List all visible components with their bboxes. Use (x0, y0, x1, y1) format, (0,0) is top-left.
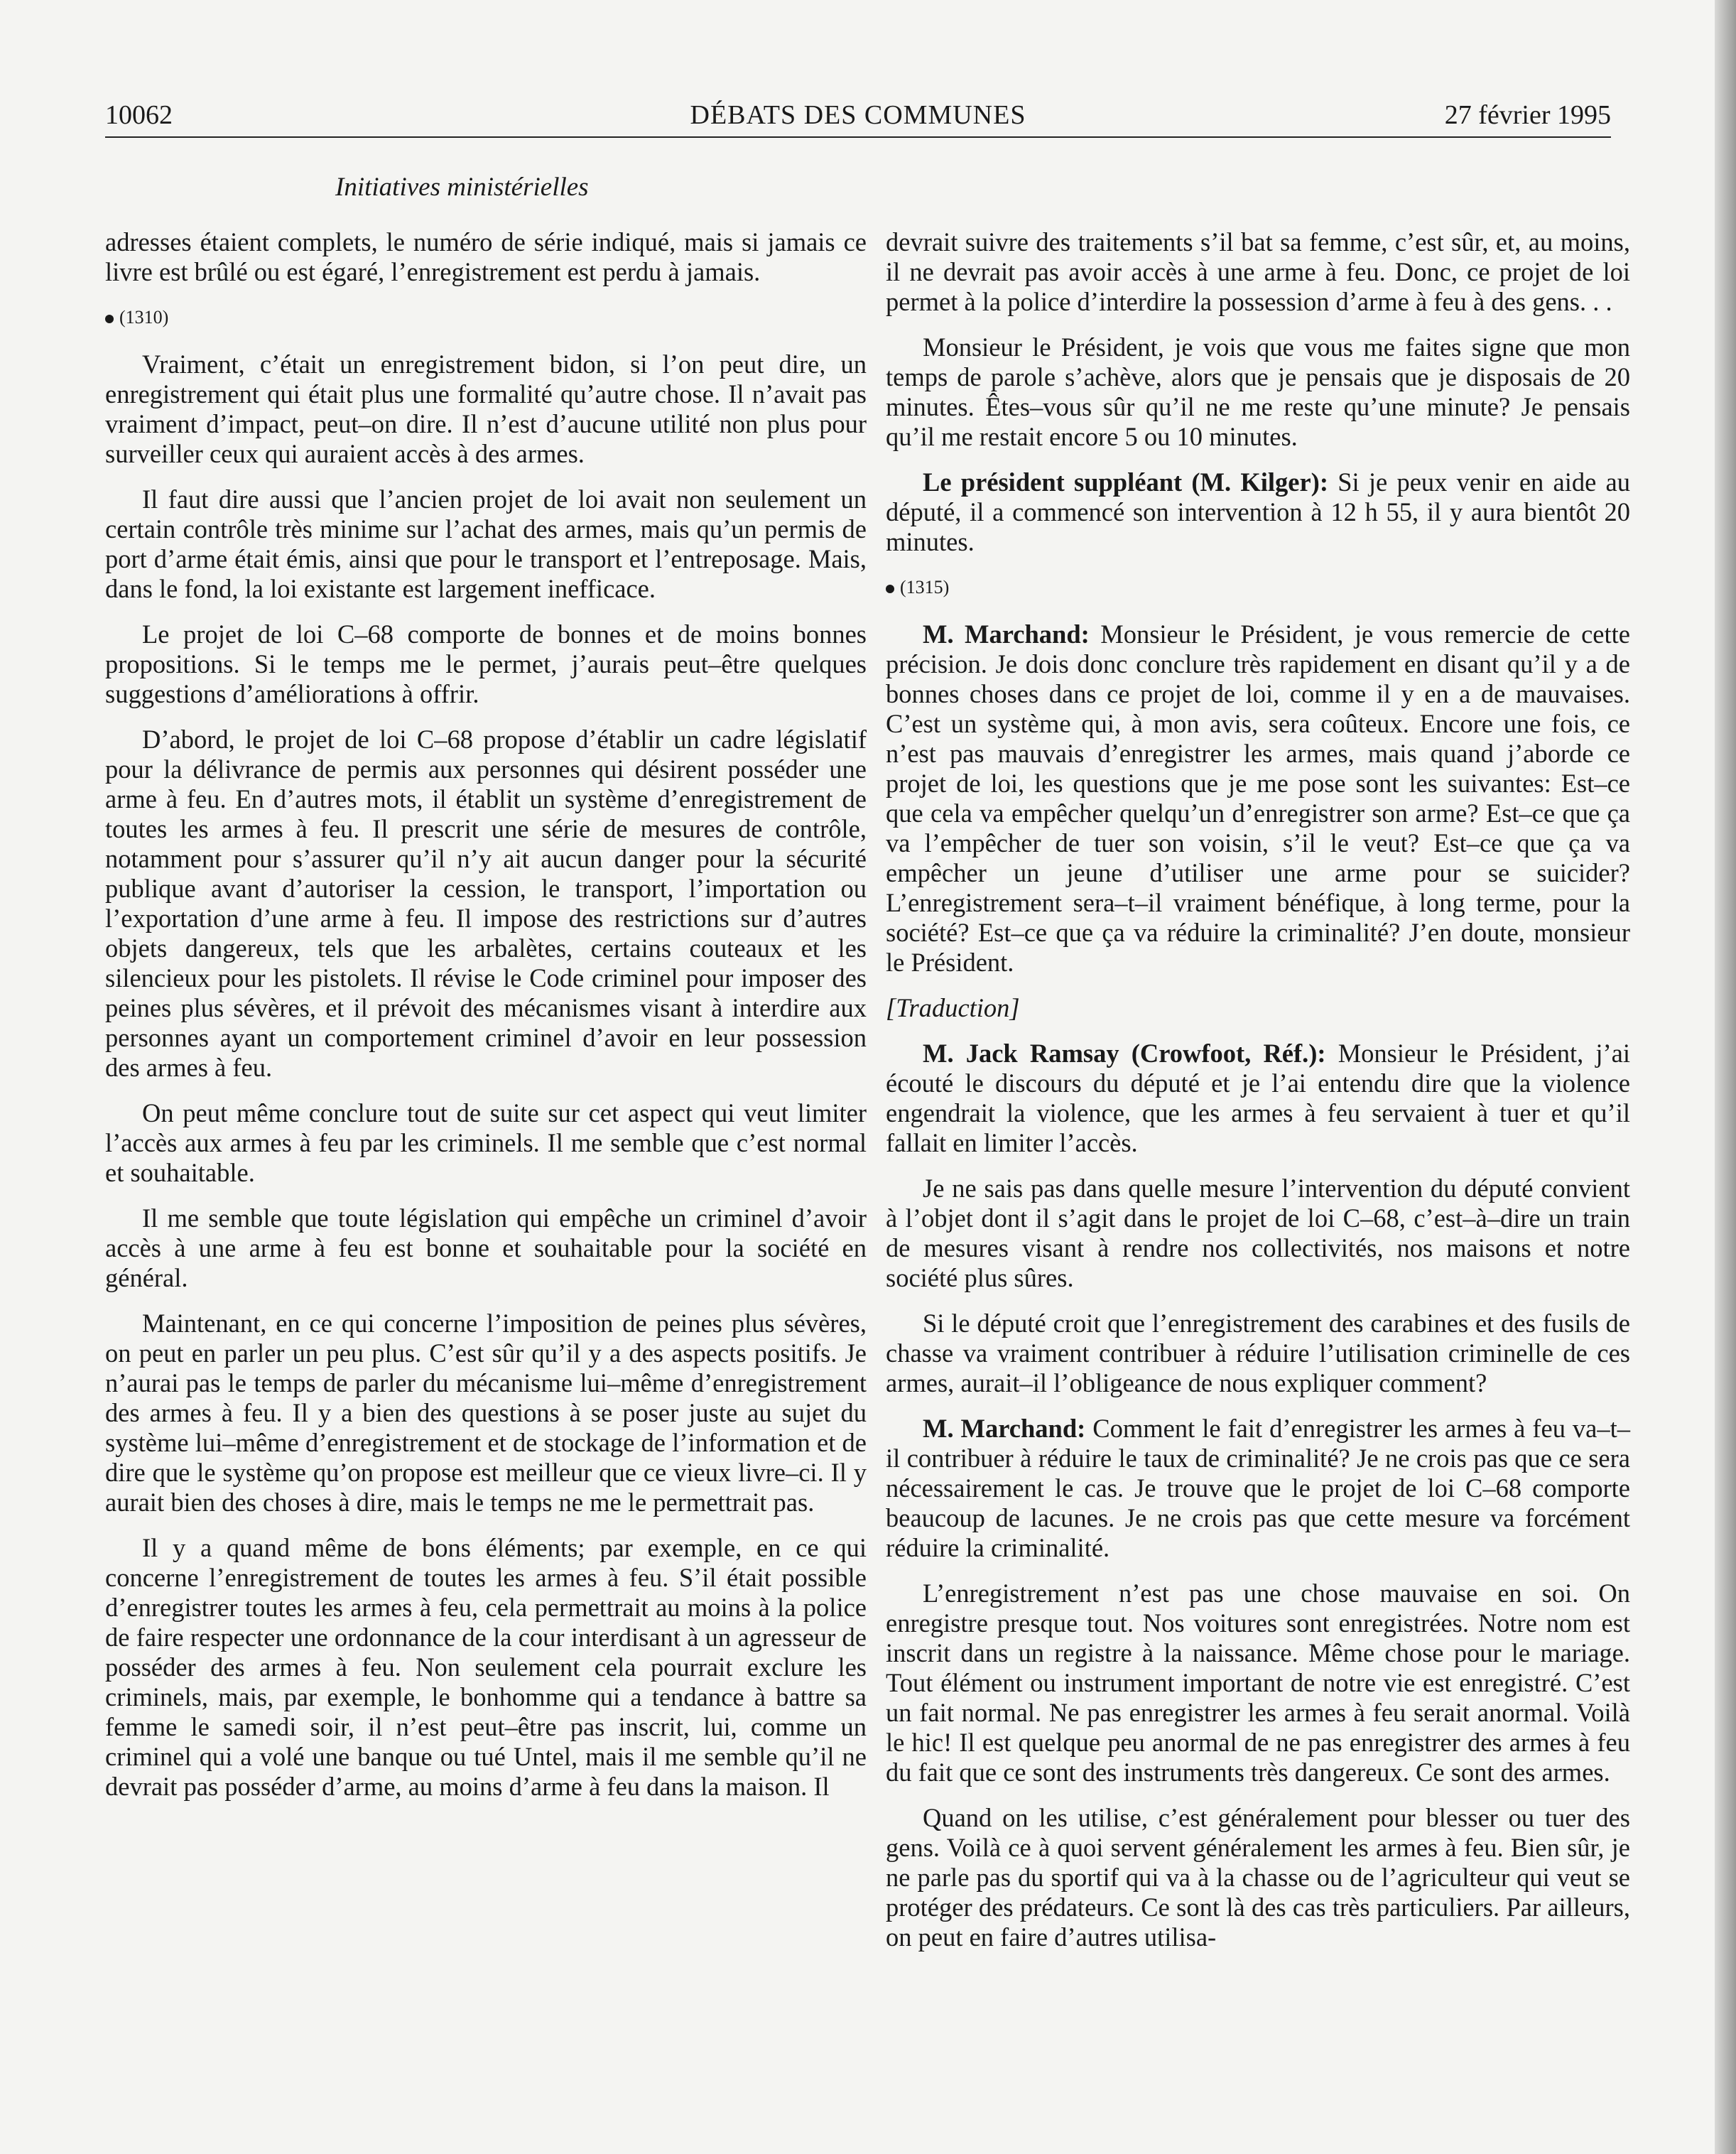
time-marker-label: (1310) (119, 307, 169, 328)
page-header (105, 99, 1611, 138)
paragraph: Il y a quand même de bons éléments; par exemple, en ce qui concerne l’enregistrement de toutes les armes à feu. S’il était possible d’enregistrer toutes les armes à feu, cela permettrait au moins à la police de faire respecter une ordonnance de la cour interdisant à un agresseur de posséder des armes à feu. Non seulement cela pourrait exclure les criminels, mais, par exemple, le bonhomme qui a tendance à battre sa femme le samedi soir, il n’est peut–être pas inscrit, lui, comme un criminel qui a volé une banque ou tué Untel, mais il me semble qu’il ne devrait pas posséder d’arme, au moins d’arme à feu dans la maison. Il (105, 1533, 867, 1801)
speech-text: Monsieur le Président, j’ai écouté le discours du député et je l’ai entendu dire que la violence engendrait la violence, que les armes à feu servaient à tuer et qu’il fallait en limiter l’accès. (886, 1039, 1630, 1157)
paragraph: Vraiment, c’était un enregistrement bidon, si l’on peut dire, un enregistrement qui était plus une formalité qu’autre chose. Il n’avait pas vraiment d’impact, peut–on dire. Il n’est d’aucune utilité non plus pour surveiller ceux qui auraient accès à des armes. (105, 350, 867, 468)
speech-text: Si je peux venir en aide au député, il a commencé son intervention à 12 h 55, il y aura bientôt 20 minutes. (886, 467, 1631, 556)
paragraph: Maintenant, en ce qui concerne l’imposition de peines plus sévères, on peut en parler un peu plus. C’est sûr qu’il y a des aspects positifs. Je n’aurai pas le temps de parler du mécanisme lui–même d’enregistrement des armes à feu. Il y a bien des questions à se poser juste au sujet du système lui–même d’enregistrement et de stockage de l’information et de dire que le système qu’on propose est meilleur que ce vieux livre–ci. Il y aurait bien des choses à dire, mais le temps ne me le permettrait pas. (105, 1309, 867, 1517)
paragraph: L’enregistrement n’est pas une chose mauvaise en soi. On enregistre presque tout. Nos voitures sont enregistrées. Notre nom est inscrit dans un registre à la naissance. Même chose pour le mariage. Tout élément ou instrument important de notre vie est enregistré. C’est un fait normal. Ne pas enregistrer les armes à feu serait anormal. Voilà le hic! Il est quelque peu anormal de ne pas enregistrer des armes à feu du fait que ce sont des instruments très dangereux. Ce sont des armes. (886, 1579, 1630, 1787)
speaker-name: Le président suppléant (M. Kilger): (923, 467, 1328, 497)
paragraph (886, 1039, 1630, 1158)
publication-title: DÉBATS DES COMMUNES (690, 100, 1026, 130)
bullet-icon (886, 585, 894, 593)
time-marker (886, 573, 1630, 602)
bullet-icon (105, 315, 114, 323)
paragraph: Monsieur le Président, je vois que vous me faites signe que mon temps de parole s’achève, alors que je pensais que je disposais de 20 minutes. Êtes–vous sûr qu’il ne me reste qu’une minute? Je pensais qu’il me restait encore 5 ou 10 minutes. (886, 332, 1630, 451)
paragraph: Le projet de loi C–68 comporte de bonnes et de moins bonnes propositions. Si le temps me le permet, j’aurais peut–être quelques suggestions d’améliorations à offrir. (105, 619, 867, 708)
translation-tag: [Traduction] (886, 993, 1020, 1022)
speaker-name: M. Jack Ramsay (Crowfoot, Réf.): (923, 1039, 1326, 1068)
paragraph: On peut même conclure tout de suite sur cet aspect qui veut limiter l’accès aux armes à feu par les criminels. Il me semble que c’est normal et souhaitable. (105, 1098, 867, 1187)
time-marker (105, 303, 867, 332)
section-title: Initiatives ministérielles (335, 173, 589, 202)
publication-date: 27 février 1995 (1444, 100, 1611, 130)
scan-edge (1715, 0, 1736, 2154)
right-column (886, 227, 1630, 1968)
paragraph: Je ne sais pas dans quelle mesure l’intervention du député convient à l’objet dont il s’agit dans le projet de loi C–68, c’est–à–dire un train de mesures visant à rendre nos collectivités, nos maisons et notre société plus sûres. (886, 1174, 1630, 1292)
speaker-name: M. Marchand: (923, 1414, 1086, 1443)
speech-text: Comment le fait d’enregistrer les armes à feu va–t–il contribuer à réduire le taux de criminalité? Je ne crois pas que ce sera nécessairement le cas. Je trouve que le projet de loi C–68 comporte beaucoup de lacunes. Je ne crois pas que cette mesure va forcément réduire la criminalité. (886, 1414, 1630, 1562)
paragraph (886, 619, 1630, 978)
paragraph: D’abord, le projet de loi C–68 propose d’établir un cadre législatif pour la délivrance de permis aux personnes qui désirent posséder une arme à feu. En d’autres mots, il établit un système d’enregistrement de toutes les armes à feu. Il prescrit une série de mesures de contrôle, notamment pour s’assurer qu’il n’y ait aucun danger pour la sécurité publique avant d’autoriser la cession, le transport, l’importation ou l’exportation d’une arme à feu. Il impose des restrictions sur d’autres objets dangereux, tels que les arbalètes, certains couteaux et les silencieux pour les pistolets. Il révise le Code criminel pour imposer des peines plus sévères, et il prévoit des mécanismes visant à interdire aux personnes ayant un comportement criminel d’avoir en leur possession des armes à feu. (105, 725, 867, 1082)
paragraph (886, 1414, 1630, 1563)
paragraph: Quand on les utilise, c’est généralement pour blesser ou tuer des gens. Voilà ce à quoi servent généralement les armes à feu. Bien sûr, je ne parle pas du sportif qui va à la chasse ou de l’agriculteur qui veut se protéger des prédateurs. Ce sont là des cas très particuliers. Par ailleurs, on peut en faire d’autres utilisa- (886, 1803, 1630, 1952)
speaker-name: M. Marchand: (923, 619, 1090, 649)
page-number: 10062 (105, 100, 173, 130)
speech-text: Monsieur le Président, je vous remercie de cette précision. Je dois donc conclure très rapidement en disant qu’il y a de bonnes choses dans ce projet de loi, comme il y en a de mauvaises. C’est un système qui, à mon avis, sera coûteux. Encore une fois, ce n’est pas mauvais d’enregistrer les armes, mais quand j’aborde ce projet de loi, les questions que je me pose sont les suivantes: Est–ce que cela va empêcher quelqu’un d’enregistrer son arme? Est–ce que ça va l’empêcher de tuer son voisin, s’il le veut? Est–ce que ça va empêcher un jeune d’utiliser une arme pour se suicider? L’enregistrement sera–t–il vraiment bénéfique, à long terme, pour la société? Est–ce que ça va réduire la criminalité? J’en doute, monsieur le Président. (886, 619, 1630, 977)
left-column (105, 227, 867, 1817)
paragraph: Si le député croit que l’enregistrement des carabines et des fusils de chasse va vraiment contribuer à réduire l’utilisation criminelle de ces armes, aurait–il l’obligeance de nous expliquer comment? (886, 1309, 1630, 1397)
paragraph: adresses étaient complets, le numéro de série indiqué, mais si jamais ce livre est brûlé ou est égaré, l’enregistrement est perdu à jamais. (105, 227, 867, 286)
time-marker-label: (1315) (900, 577, 950, 597)
paragraph: Il me semble que toute législation qui empêche un criminel d’avoir accès à une arme à feu est bonne et souhaitable pour la société en général. (105, 1203, 867, 1292)
paragraph (886, 467, 1630, 557)
paragraph: Il faut dire aussi que l’ancien projet de loi avait non seulement un certain contrôle très minime sur l’achat des armes, mais qu’un permis de port d’arme était émis, ainsi que pour le transport et l’entreposage. Mais, dans le fond, la loi existante est largement inefficace. (105, 485, 867, 603)
paragraph: devrait suivre des traitements s’il bat sa femme, c’est sûr, et, au moins, il ne devrait pas avoir accès à une arme à feu. Donc, ce projet de loi permet à la police d’interdire la possession d’arme à feu à des gens. . . (886, 227, 1630, 316)
